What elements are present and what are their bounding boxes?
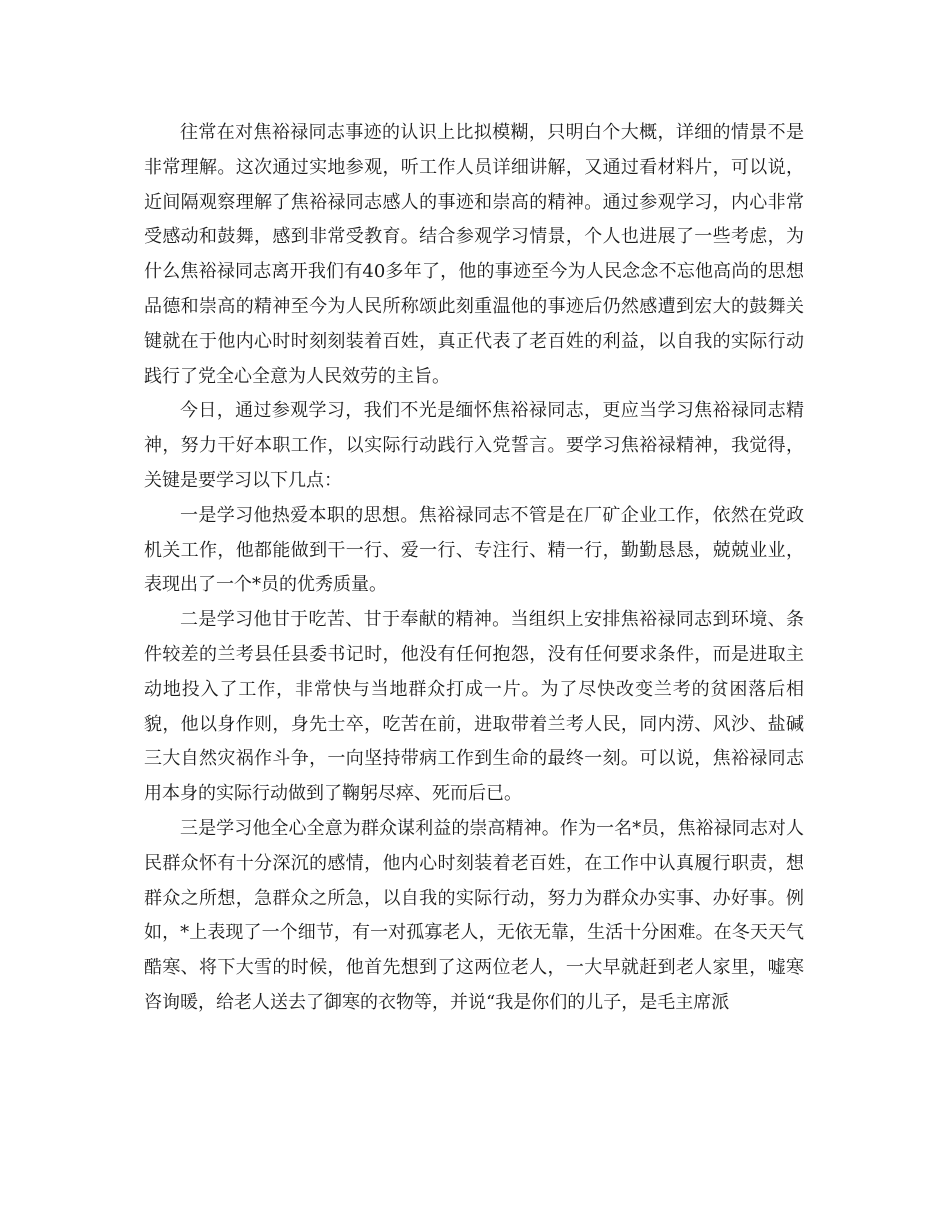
paragraph-4: 二是学习他甘于吃苦、甘于奉献的精神。当组织上安排焦裕禄同志到环境、条件较差的兰考县任县委书记时，他没有任何抱怨，没有任何要求条件，而是进取主动地投入了工作，非常快与当地群众打成一片。为了尽快改变兰考的贫困落后相貌，他以身作则，身先士卒，吃苦在前，进取带着兰考人民，同内涝、风沙、盐碱三大自然灾祸作斗争，一向坚持带病工作到生命的最终一刻。可以说，焦裕禄同志用本身的实际行动做到了鞠躬尽瘁、死而后已。 [144,609,804,805]
paragraph-5: 三是学习他全心全意为群众谋利益的崇高精神。作为一名*员，焦裕禄同志对人民群众怀有十分深沉的感情，他内心时刻装着老百姓，在工作中认真履行职责，想群众之所想，急群众之所急，以自我的实际行动，努力为群众办实事、办好事。例如，*上表现了一个细节，有一对孤寡老人，无依无靠，生活十分困难。在冬天天气酷寒、将下大雪的时候，他首先想到了这两位老人，一大早就赶到老人家里，嘘寒咨询暖，给老人送去了御寒的衣物等，并说“我是你们的儿子，是毛主席派 [144,817,804,1013]
paragraph-2: 今日，通过参观学习，我们不光是缅怀焦裕禄同志，更应当学习焦裕禄同志精神，努力干好本职工作，以实际行动践行入党誓言。要学习焦裕禄精神，我觉得，关键是要学习以下几点： [144,400,804,491]
document-body [144,116,804,1021]
paragraph-1: 往常在对焦裕禄同志事迹的认识上比拟模糊，只明白个大概，详细的情景不是非常理解。这次通过实地参观，听工作人员详细讲解，又通过看材料片，可以说，近间隔观察理解了焦裕禄同志感人的事迹和崇高的精神。通过参观学习，内心非常受感动和鼓舞，感到非常受教育。结合参观学习情景，个人也进展了一些考虑，为什么焦裕禄同志离开我们有40多年了，他的事迹至今为人民念念不忘他高尚的思想品德和崇高的精神至今为人民所称颂此刻重温他的事迹后仍然感遭到宏大的鼓舞关键就在于他内心时时刻刻装着百姓，真正代表了老百姓的利益，以自我的实际行动践行了党全心全意为人民效劳的主旨。 [144,122,804,387]
paragraph-3: 一是学习他热爱本职的思想。焦裕禄同志不管是在厂矿企业工作，依然在党政机关工作，他都能做到干一行、爱一行、专注行、精一行，勤勤恳恳，兢兢业业，表现出了一个*员的优秀质量。 [144,504,804,596]
